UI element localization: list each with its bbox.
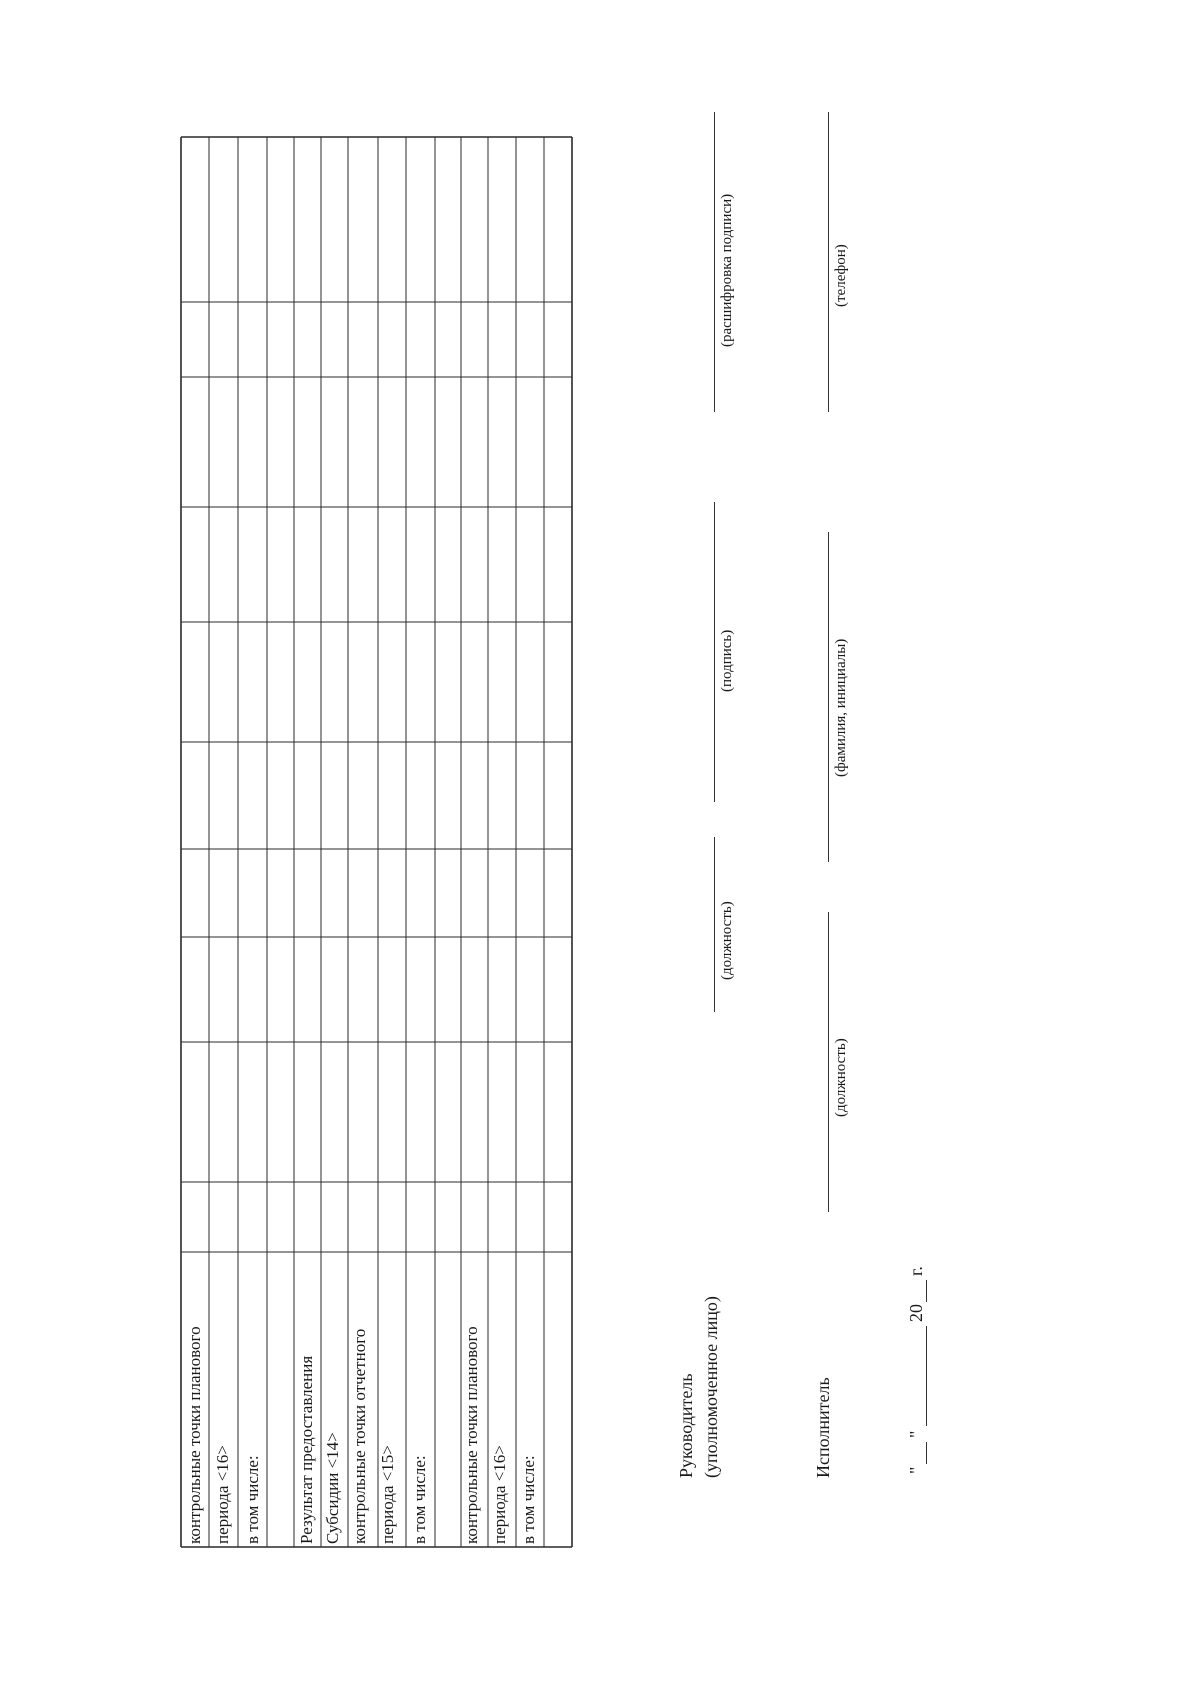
head-signature-caption: (подпись)	[719, 629, 735, 692]
head-name-line	[714, 112, 715, 412]
head-position-caption: (должность)	[719, 901, 735, 980]
executor-position-line	[828, 912, 829, 1212]
date-day-line	[926, 1442, 927, 1464]
row-label: в том числе:	[519, 1455, 538, 1544]
head-name-caption: (расшифровка подписи)	[719, 193, 735, 347]
row-label: периода <15>	[378, 1445, 397, 1544]
head-label-authorized: (уполномоченное лицо)	[701, 1296, 721, 1478]
date-month-line	[926, 1326, 927, 1426]
date-quote-close: "	[906, 1430, 926, 1438]
row-label: контрольные точки планового	[462, 1326, 481, 1544]
executor-name-line	[828, 532, 829, 862]
row-label: контрольные точки планового	[185, 1326, 204, 1544]
row-label: в том числе:	[410, 1455, 429, 1544]
head-signature-line	[714, 502, 715, 802]
row-label: Результат предоставления	[297, 1355, 316, 1544]
row-label: периода <16>	[490, 1445, 509, 1544]
executor-phone-line	[828, 112, 829, 412]
head-position-line	[714, 837, 715, 1012]
executor-label: Исполнитель	[813, 1377, 833, 1478]
row-label: Субсидии <14>	[323, 1432, 342, 1544]
row-label: периода <16>	[213, 1445, 232, 1544]
executor-phone-caption: (телефон)	[833, 244, 849, 307]
date-year-suffix: г.	[906, 1266, 926, 1276]
executor-name-caption: (фамилия, инициалы)	[833, 638, 849, 777]
head-label: Руководитель	[676, 1373, 696, 1478]
executor-position-caption: (должность)	[833, 1038, 849, 1117]
row-label: в том числе:	[243, 1455, 262, 1544]
row-label: контрольные точки отчетного	[350, 1328, 369, 1544]
date-year-line	[926, 1280, 927, 1302]
date-year-prefix: 20	[906, 1304, 926, 1322]
date-quote-open: "	[906, 1466, 926, 1474]
